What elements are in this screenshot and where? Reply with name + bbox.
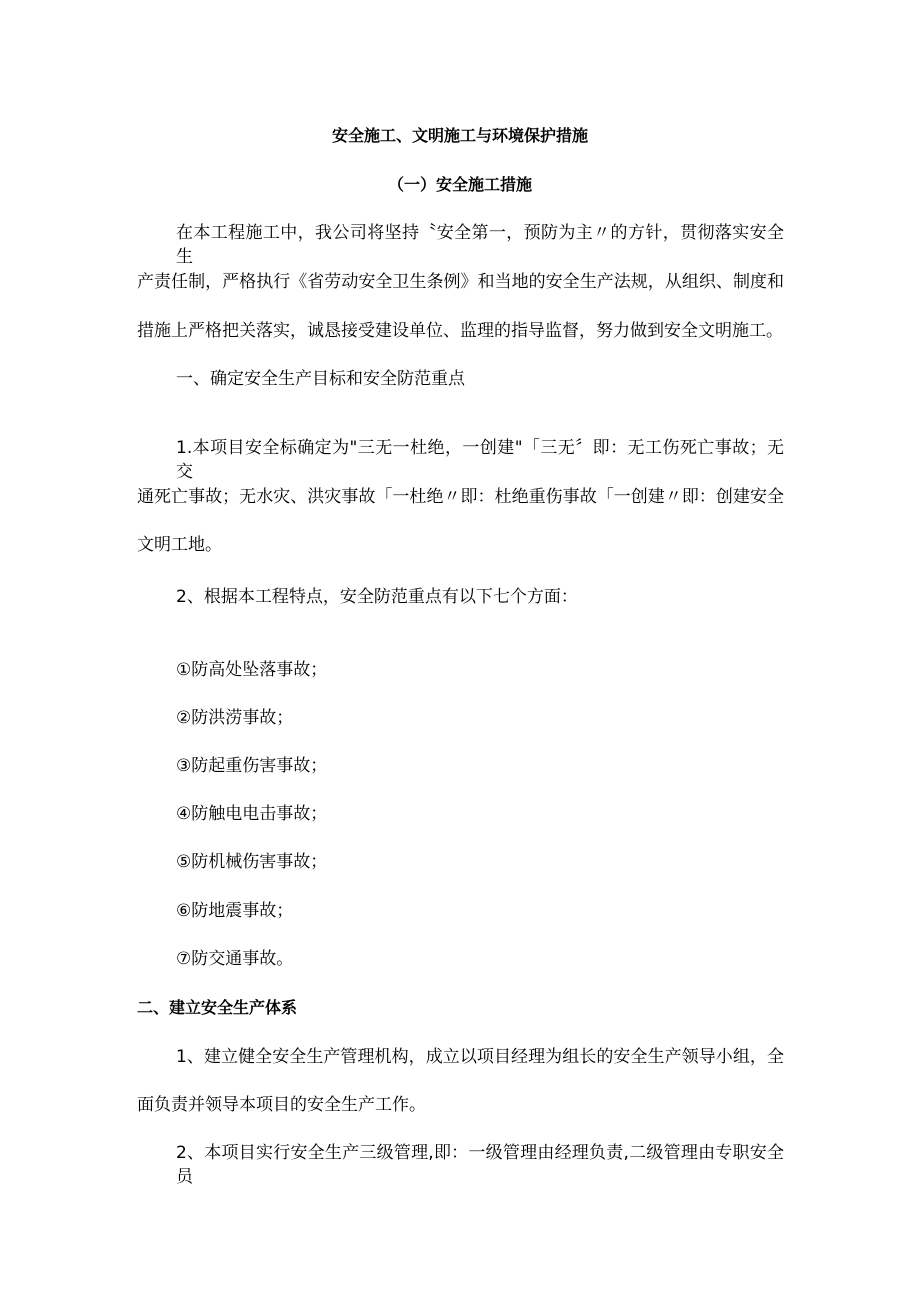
intro-line-1: 在本工程施工中，我公司将坚持〝安全第一，预防为主〃的方针，贯彻落实安全生 <box>176 223 784 267</box>
section2-item2-line-1: 2、本项目实行安全生产三级管理,即：一级管理由经理负责,二级管理由专职安全员 <box>176 1143 784 1187</box>
list-item: ⑤防机械伤害事故； <box>176 852 328 872</box>
section1-item1-line-3: 文明工地。 <box>137 535 222 555</box>
list-item: ①防高处坠落事故； <box>176 660 328 680</box>
list-item: ④防触电电击事故； <box>176 804 328 824</box>
list-item: ⑥防地震事故； <box>176 901 294 921</box>
section1-item1-line-1: 1.本项目安全标确定为"三无一杜绝，一创建"「三无〞即：无工伤死亡事故；无交 <box>176 438 784 482</box>
section1-item1-line-2: 通死亡事故；无水灾、洪灾事故「一杜绝〃即：杜绝重伤事故「一创建〃即：创建安全 <box>137 487 784 507</box>
list-item: ③防起重伤害事故； <box>176 756 328 776</box>
section-subtitle: （一）安全施工措施 <box>387 175 532 194</box>
section2-item1-line-2: 面负责并领导本项目的安全生产工作。 <box>137 1095 426 1115</box>
section1-heading: 一、确定安全生产目标和安全防范重点 <box>176 369 465 389</box>
section2-item1-line-1: 1、建立健全安全生产管理机构，成立以项目经理为组长的安全生产领导小组，全 <box>176 1047 784 1067</box>
section2-heading: 二、建立安全生产体系 <box>137 998 298 1017</box>
section1-item2: 2、根据本工程特点，安全防范重点有以下七个方面： <box>176 587 578 607</box>
document-title: 安全施工、文明施工与环境保护措施 <box>331 126 588 145</box>
list-item: ②防洪涝事故； <box>176 708 294 728</box>
intro-line-2: 产责任制，严格执行《省劳动安全卫生条例》和当地的安全生产法规，从组织、制度和 <box>137 272 784 292</box>
intro-line-3: 措施上严格把关落实，诚恳接受建设单位、监理的指导监督，努力做到安全文明施工。 <box>137 321 783 341</box>
list-item: ⑦防交通事故。 <box>176 949 294 969</box>
